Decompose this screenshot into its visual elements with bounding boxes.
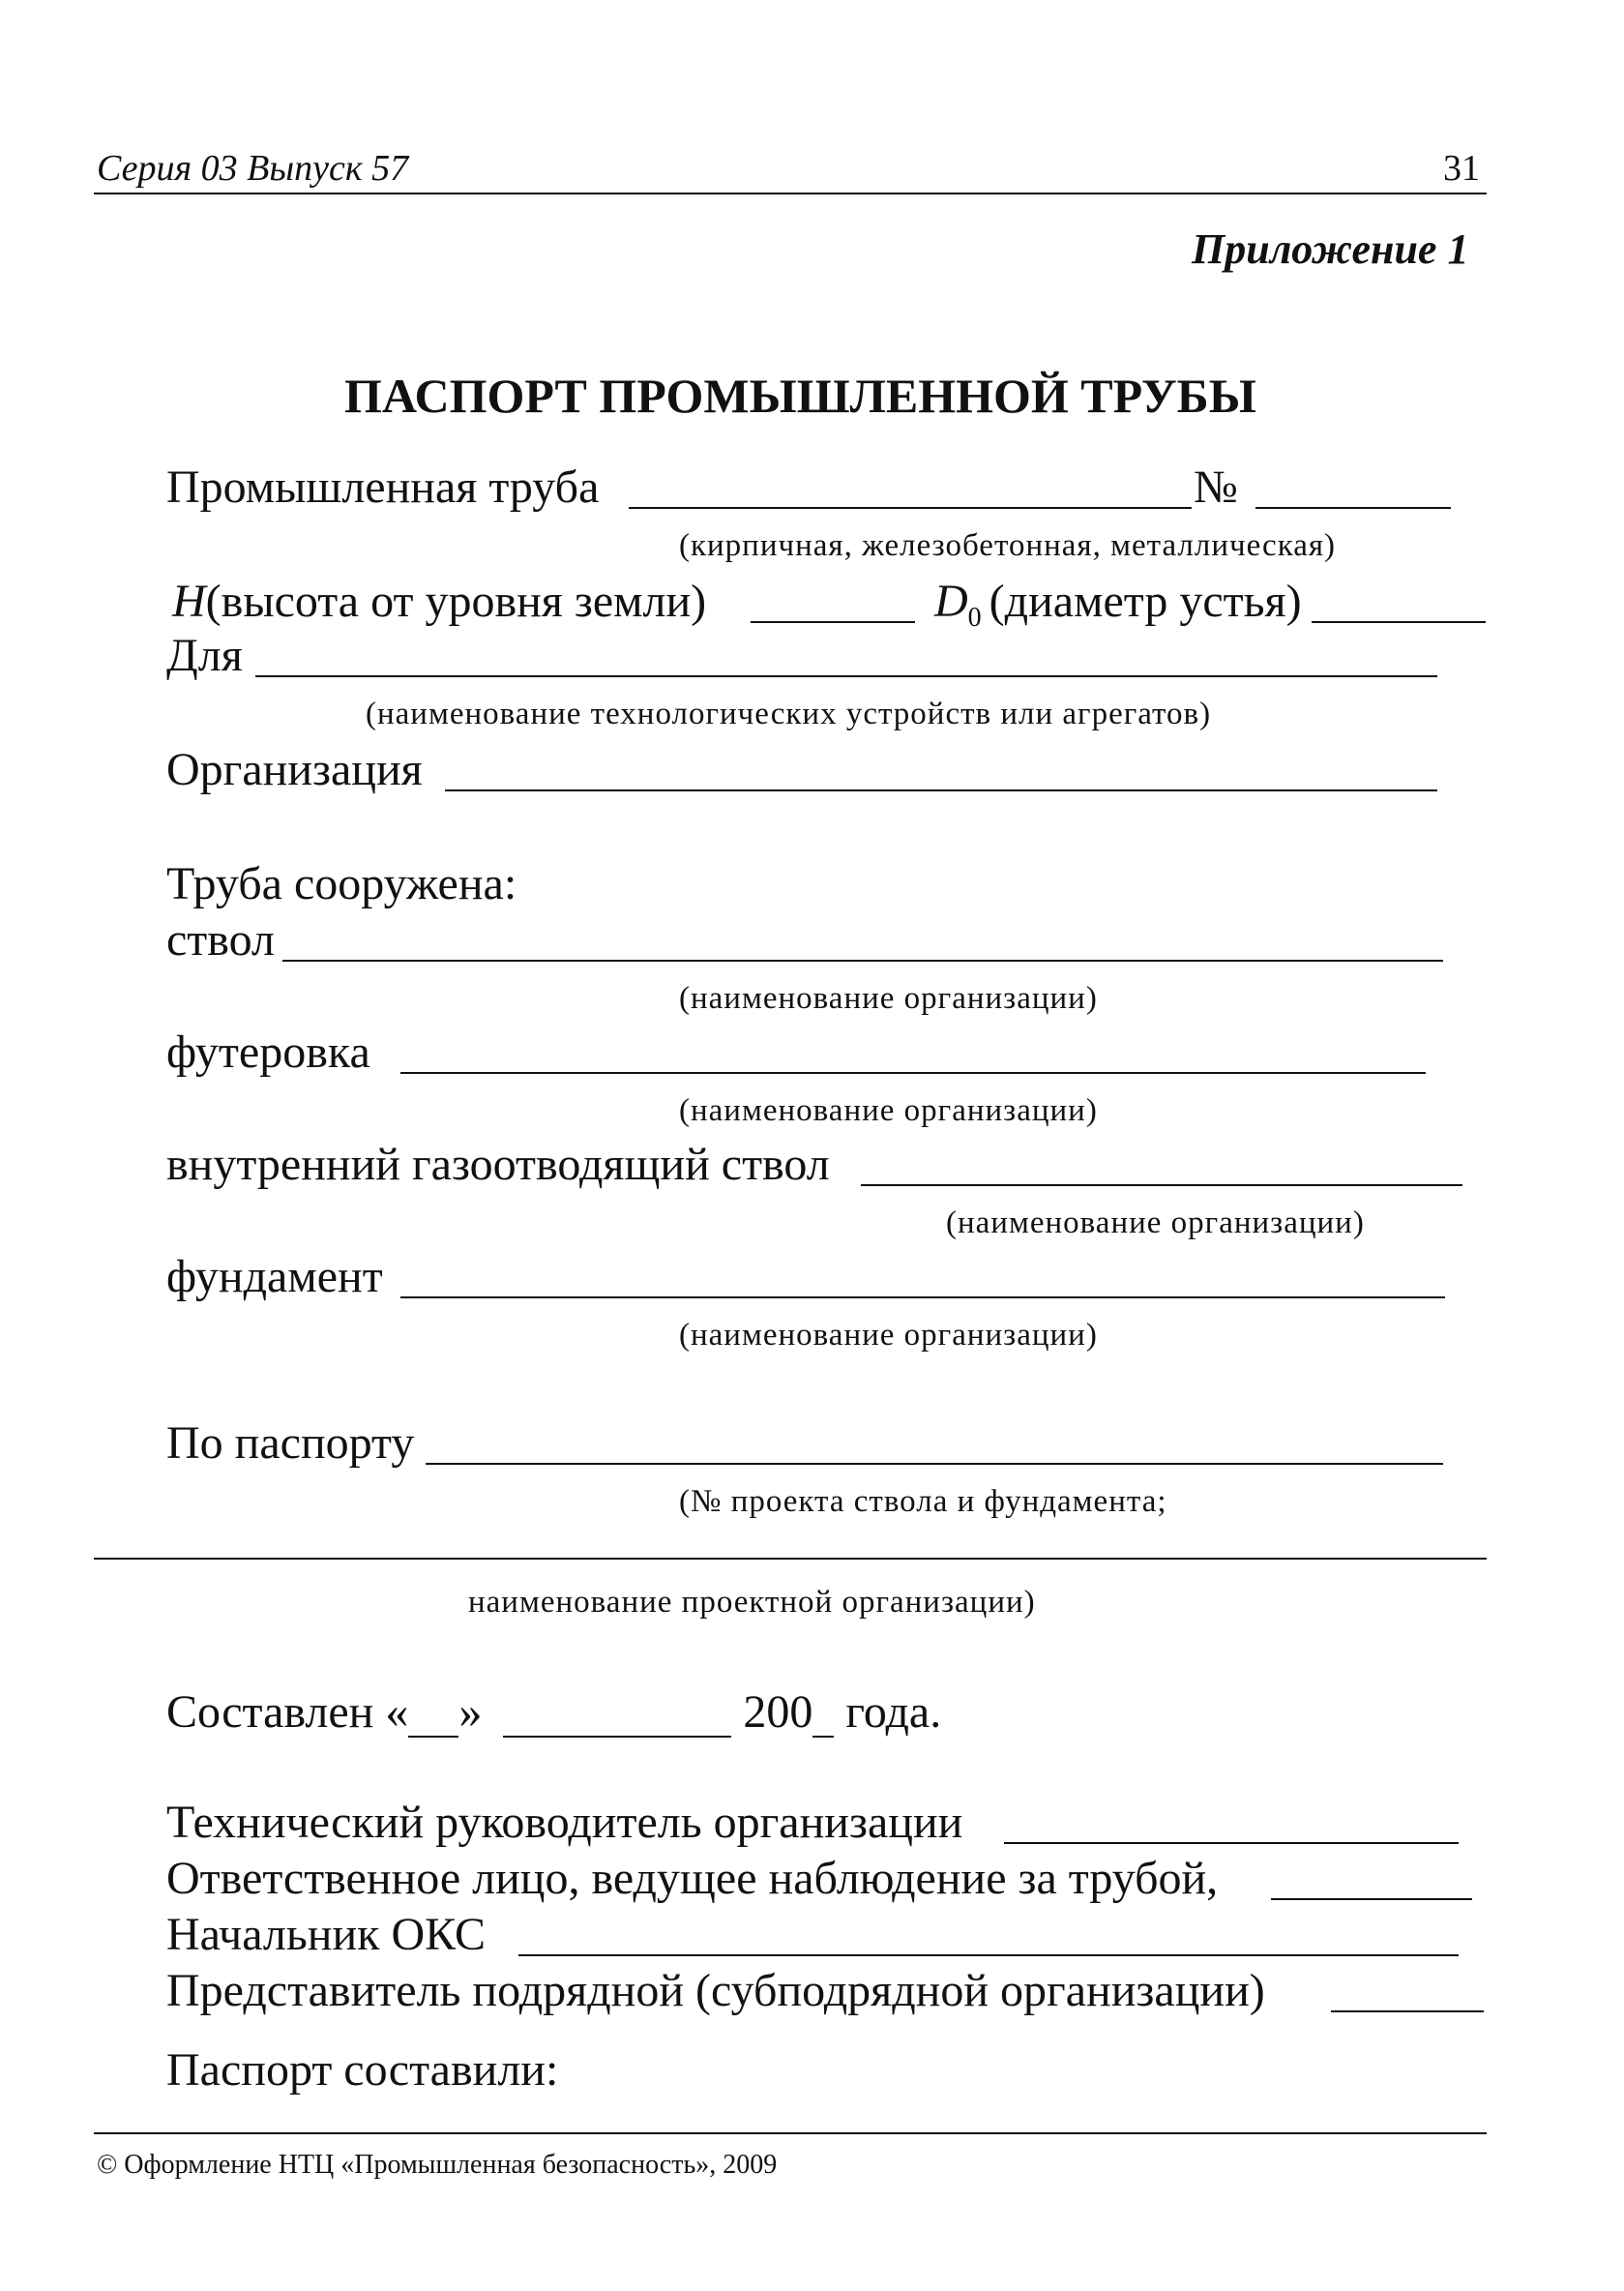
- pipe-label: Промышленная труба: [166, 461, 600, 513]
- oks-head-field[interactable]: [518, 1954, 1459, 1956]
- oks-head-label: Начальник ОКС: [166, 1909, 486, 1960]
- header-rule: [94, 193, 1487, 194]
- passport-field[interactable]: [426, 1463, 1443, 1465]
- lining-caption: (наименование организации): [679, 1093, 1098, 1128]
- height-row: [172, 576, 707, 627]
- foundation-caption: (наименование организации): [679, 1318, 1098, 1353]
- responsible-field[interactable]: [1271, 1898, 1472, 1900]
- compiled-month-field[interactable]: [503, 1689, 731, 1738]
- footer-copyright: © Оформление НТЦ «Промышленная безопасность», 2009: [97, 2150, 778, 2180]
- compiled-day-field[interactable]: [408, 1689, 458, 1738]
- diameter-label: (диаметр устья): [989, 576, 1302, 627]
- page-title: ПАСПОРТ ПРОМЫШЛЕННОЙ ТРУБЫ: [344, 369, 1256, 423]
- series-label: Серия 03 Выпуск 57: [97, 148, 409, 189]
- for-caption: (наименование технологических устройств или агрегатов): [366, 697, 1212, 731]
- compiled-suffix: года.: [834, 1686, 942, 1738]
- for-field[interactable]: [255, 675, 1437, 677]
- diameter-field[interactable]: [1312, 621, 1486, 623]
- page-number: 31: [1443, 148, 1480, 189]
- inner-shaft-label: внутренний газоотводящий ствол: [166, 1139, 830, 1190]
- foundation-field[interactable]: [400, 1296, 1445, 1298]
- tech-lead-label: Технический руководитель организации: [166, 1797, 963, 1848]
- number-field[interactable]: [1255, 507, 1451, 509]
- shaft-label: ствол: [166, 914, 275, 966]
- contractor-rep-label: Представитель подрядной (субподрядной организации): [166, 1965, 1265, 2016]
- height-symbol: H: [172, 576, 206, 627]
- contractor-rep-field[interactable]: [1331, 2010, 1484, 2012]
- height-label: (высота от уровня земли): [205, 576, 707, 627]
- built-heading: Труба сооружена:: [166, 858, 517, 909]
- shaft-field[interactable]: [282, 960, 1443, 962]
- compiled-year: 200: [743, 1686, 813, 1738]
- project-field[interactable]: [94, 1558, 1487, 1560]
- compiled-by-label: Паспорт составили:: [166, 2044, 559, 2096]
- organization-label: Организация: [166, 744, 423, 795]
- compiled-prefix: Составлен «: [166, 1686, 409, 1738]
- diameter-subscript: 0: [967, 603, 982, 633]
- shaft-caption: (наименование организации): [679, 981, 1098, 1016]
- foundation-label: фундамент: [166, 1251, 383, 1302]
- project-caption-2: наименование проектной организации): [468, 1585, 1036, 1620]
- tech-lead-field[interactable]: [1004, 1842, 1459, 1844]
- inner-shaft-field[interactable]: [861, 1184, 1462, 1186]
- compiled-quote-close: »: [458, 1686, 483, 1738]
- pipe-field[interactable]: [629, 507, 1192, 509]
- pipe-type-caption: (кирпичная, железобетонная, металлическая): [679, 528, 1337, 563]
- passport-label: По паспорту: [166, 1417, 415, 1469]
- diameter-symbol: D: [934, 576, 968, 627]
- height-field[interactable]: [751, 621, 915, 623]
- footer-rule: [94, 2132, 1487, 2134]
- inner-shaft-caption: (наименование организации): [946, 1205, 1365, 1240]
- organization-field[interactable]: [445, 789, 1437, 791]
- project-caption-1: (№ проекта ствола и фундамента;: [679, 1484, 1167, 1519]
- diameter-row: [934, 576, 1302, 633]
- lining-field[interactable]: [400, 1072, 1426, 1074]
- for-label: Для: [166, 630, 243, 681]
- appendix-label: Приложение 1: [1192, 225, 1469, 273]
- compiled-year-field[interactable]: [812, 1689, 834, 1738]
- compiled-row: [166, 1686, 942, 1738]
- responsible-label: Ответственное лицо, ведущее наблюдение за трубой,: [166, 1853, 1219, 1904]
- lining-label: футеровка: [166, 1026, 370, 1078]
- number-label: №: [1194, 461, 1238, 513]
